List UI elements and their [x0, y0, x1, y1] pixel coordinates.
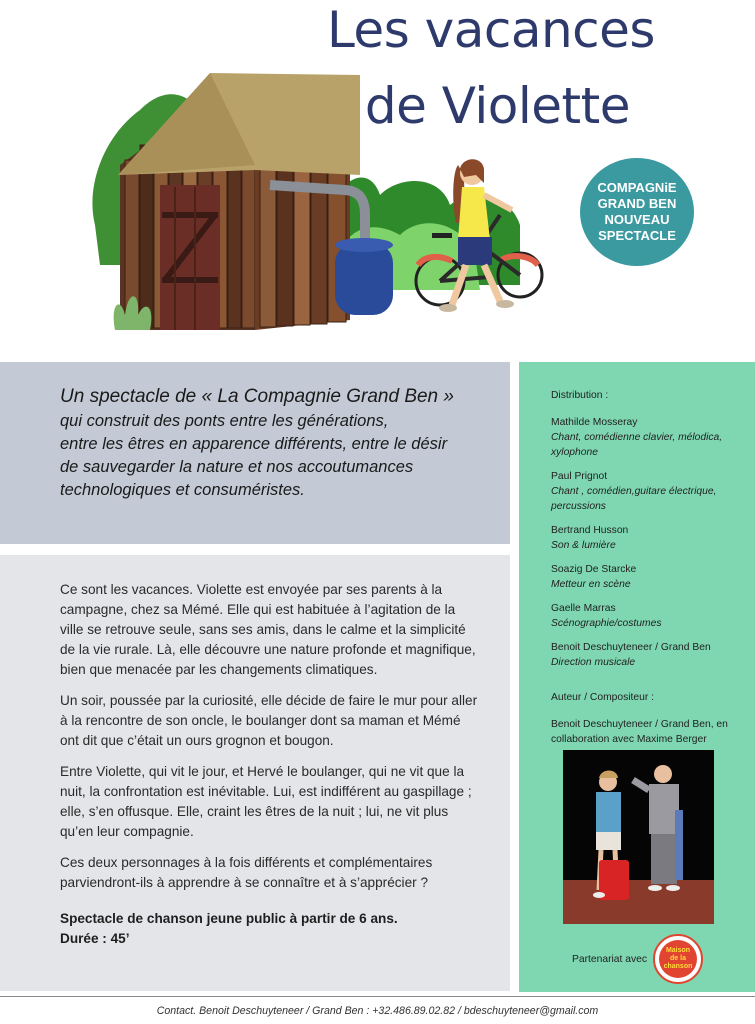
logo-line-3: chanson	[663, 963, 693, 970]
credit-name: Mathilde Mosseray	[551, 417, 638, 428]
title-line-1: Les vacances	[326, 1, 655, 59]
logo-line-1: Maison	[665, 947, 691, 954]
credit-role: Metteur en scène	[551, 579, 631, 590]
credit-item	[551, 523, 751, 553]
contact-footer: Contact. Benoit Deschuyteneer / Grand Ben : +32.486.89.02.82 / bdeschuyteneer@gmail.com	[156, 1005, 599, 1017]
credit-name: Paul Prignot	[551, 471, 608, 482]
title-line-2: de Violette	[364, 77, 630, 135]
audience-line: Spectacle de chanson jeune public à partir de 6 ans.	[60, 911, 398, 926]
story-paragraph-2: Un soir, poussée par la curiosité, elle décide de faire le mur pour aller à la rencontre de son oncle, le boulanger dont sa maman et Mémé ont dit que c’était un ours grognon et bougon.	[60, 693, 478, 748]
badge-line-4: SPECTACLE	[598, 228, 676, 243]
credit-item	[551, 469, 751, 514]
stage-photo	[563, 750, 714, 924]
badge-line-1: COMPAGNiE	[597, 180, 677, 195]
credit-name: Benoit Deschuyteneer / Grand Ben	[551, 642, 711, 653]
illustration-shed-girl-bicycle	[80, 65, 560, 350]
maison-chanson-logo	[653, 934, 703, 984]
partner-label: Partenariat avec	[572, 954, 647, 965]
credit-item	[551, 415, 751, 460]
story-box	[0, 555, 510, 991]
credit-name: Gaelle Marras	[551, 603, 616, 614]
author-text: Benoit Deschuyteneer / Grand Ben, en collaboration avec Maxime Berger	[551, 719, 728, 745]
intro-box	[0, 362, 510, 544]
audience-info	[60, 909, 480, 949]
credit-role: Scénographie/costumes	[551, 618, 662, 629]
rain-barrel	[335, 243, 393, 315]
logo-line-2: de la	[670, 955, 686, 962]
story-paragraph-4: Ces deux personnages à la fois différents et complémentaires parviendront-ils à apprendre à se connaître et à s’apprécier ?	[60, 855, 433, 890]
intro-text	[60, 384, 490, 502]
shed-door	[160, 185, 220, 330]
credit-role: Son & lumière	[551, 540, 616, 551]
intro-line-4: technologiques et consuméristes.	[60, 481, 305, 499]
credit-name: Bertrand Husson	[551, 525, 629, 536]
footer-divider	[0, 996, 755, 997]
rain-barrel-top	[335, 238, 393, 252]
logo-inner	[659, 940, 697, 978]
intro-line-1: qui construit des ponts entre les générations,	[60, 412, 389, 430]
credit-role: Chant , comédien,guitare électrique, percussions	[551, 486, 717, 512]
credit-item	[551, 640, 751, 670]
story-content	[60, 580, 480, 960]
distribution-label: Distribution :	[551, 390, 609, 401]
intro-line-2: entre les êtres en apparence différents, entre le désir	[60, 435, 448, 453]
credit-name: Soazig De Starcke	[551, 564, 637, 575]
credit-item	[551, 562, 751, 592]
intro-lead: Un spectacle de « La Compagnie Grand Ben »	[60, 386, 454, 407]
credits-list	[551, 388, 751, 747]
author-label: Auteur / Compositeur :	[551, 692, 655, 703]
company-new-show-badge	[580, 158, 694, 266]
intro-line-3: de sauvegarder la nature et nos accoutumances	[60, 458, 414, 476]
duration-line: Durée : 45’	[60, 931, 130, 946]
story-paragraph-3: Entre Violette, qui vit le jour, et Hervé le boulanger, qui ne vit que la nuit, la confrontation est inévitable. Lui, est indifférent au gaspillage ; elle, s’en offusque. Elle, craint les êtres de la nuit ; lui, ne vit plus qu’en leur compagnie.	[60, 764, 472, 839]
credit-role: Chant, comédienne clavier, mélodica, xylophone	[551, 432, 723, 458]
credit-item	[551, 601, 751, 631]
credit-role: Direction musicale	[551, 657, 636, 668]
badge-line-3: NOUVEAU	[604, 212, 670, 227]
badge-line-2: GRAND BEN	[597, 196, 677, 211]
credits-sidebar	[519, 362, 755, 992]
story-paragraph-1: Ce sont les vacances. Violette est envoyée par ses parents à la campagne, chez sa Mémé. Elle qui est habituée à l’agitation de la ville se retrouve seule, sans ses amis, dans le calme et la simplicité de la vie rurale. Là, elle découvre une nature profonde et magnifique, bien que menacée par les changements climatiques.	[60, 582, 476, 677]
